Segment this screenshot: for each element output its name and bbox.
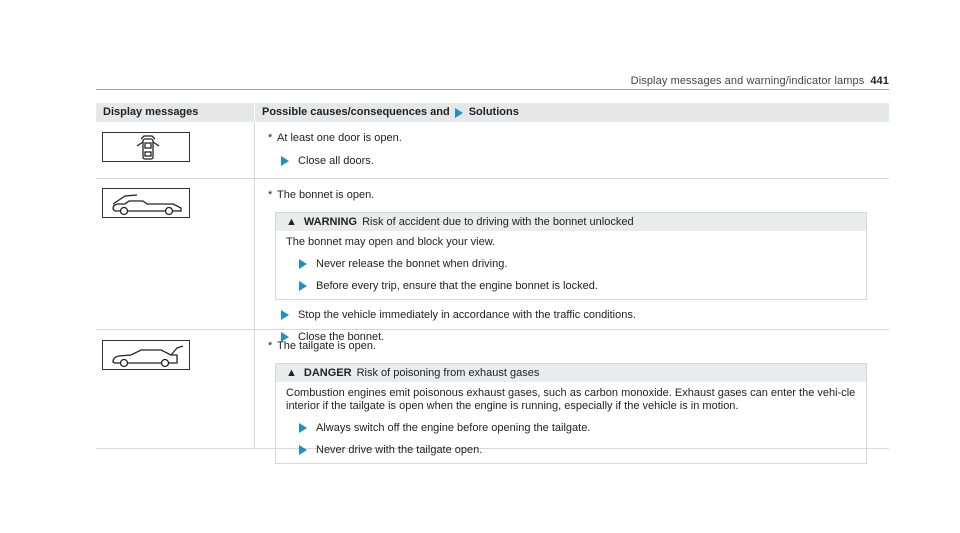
arrow-icon bbox=[299, 423, 307, 433]
action-item: Stop the vehicle immediately in accordance with the traffic conditions. bbox=[268, 308, 881, 322]
cause-text: The bonnet is open. bbox=[277, 189, 375, 201]
running-header bbox=[631, 75, 889, 87]
column-header-causes bbox=[255, 103, 889, 122]
action-item: Before every trip, ensure that the engine bonnet is locked. bbox=[286, 279, 856, 293]
table-row: * At least one door is open. Close all doors. bbox=[96, 122, 889, 179]
column-header-display-messages: Display messages bbox=[96, 103, 255, 122]
danger-box bbox=[275, 363, 867, 464]
danger-text: Combustion engines emit poisonous exhaust gases, such as carbon monoxide. Exhaust gases can enter the vehi-cle interior if the tailgate is open when the engine is running, especially if the vehicle is in motion. bbox=[286, 387, 856, 412]
warning-triangle-icon: ▲ bbox=[286, 367, 297, 379]
warning-triangle-icon: ▲ bbox=[286, 216, 297, 228]
table-row: * The bonnet is open. ▲ WARNING Risk of accident due to driving with the bonnet unlocked The bonnet may open and block your view. Never release the bonnet when driving. Before every trip, ensure that the engine bonnet is locked. Stop the vehicle immediately in accordance with the traffic conditions. Close the bonnet. bbox=[96, 179, 889, 330]
arrow-icon bbox=[299, 445, 307, 455]
warning-title: Risk of accident due to driving with the bonnet unlocked bbox=[362, 216, 634, 228]
cause-text: The tailgate is open. bbox=[277, 340, 377, 352]
warning-box bbox=[275, 212, 867, 300]
bonnet-open-icon bbox=[102, 188, 190, 218]
tailgate-open-icon bbox=[102, 340, 190, 370]
action-item: Close the bonnet. bbox=[268, 330, 881, 344]
header-rule bbox=[96, 89, 889, 90]
table-header bbox=[96, 103, 889, 122]
arrow-icon bbox=[281, 156, 289, 166]
column-header-causes-label: Possible causes/consequences and bbox=[262, 106, 450, 118]
cause-text: At least one door is open. bbox=[277, 132, 402, 144]
action-item: Always switch off the engine before opening the tailgate. bbox=[286, 421, 856, 435]
action-item: Close all doors. bbox=[268, 154, 881, 168]
action-item: Never release the bonnet when driving. bbox=[286, 257, 856, 271]
page-number: 441 bbox=[870, 75, 889, 87]
arrow-icon bbox=[299, 259, 307, 269]
door-open-icon bbox=[102, 132, 190, 162]
warning-label: WARNING bbox=[303, 216, 358, 228]
arrow-icon bbox=[299, 281, 307, 291]
arrow-icon bbox=[281, 310, 289, 320]
danger-title: Risk of poisoning from exhaust gases bbox=[356, 367, 540, 379]
messages-table bbox=[96, 103, 889, 456]
warning-text: The bonnet may open and block your view. bbox=[286, 236, 496, 248]
column-header-solutions-label: Solutions bbox=[468, 106, 519, 118]
danger-label: DANGER bbox=[303, 367, 352, 379]
header-title: Display messages and warning/indicator lamps bbox=[630, 75, 865, 87]
action-item: Never drive with the tailgate open. bbox=[286, 443, 856, 457]
arrow-icon bbox=[455, 108, 463, 118]
table-row: * The tailgate is open. ▲ DANGER Risk of poisoning from exhaust gases Combustion engines emit poisonous exhaust gases, such as carbon monoxide. Exhaust gases can enter the vehi-cle interior if the tailgate is open when the engine is running, especially if the vehicle is in motion. Always switch off the engine before opening the tailgate. Never drive with the tailgate open. bbox=[96, 330, 889, 449]
